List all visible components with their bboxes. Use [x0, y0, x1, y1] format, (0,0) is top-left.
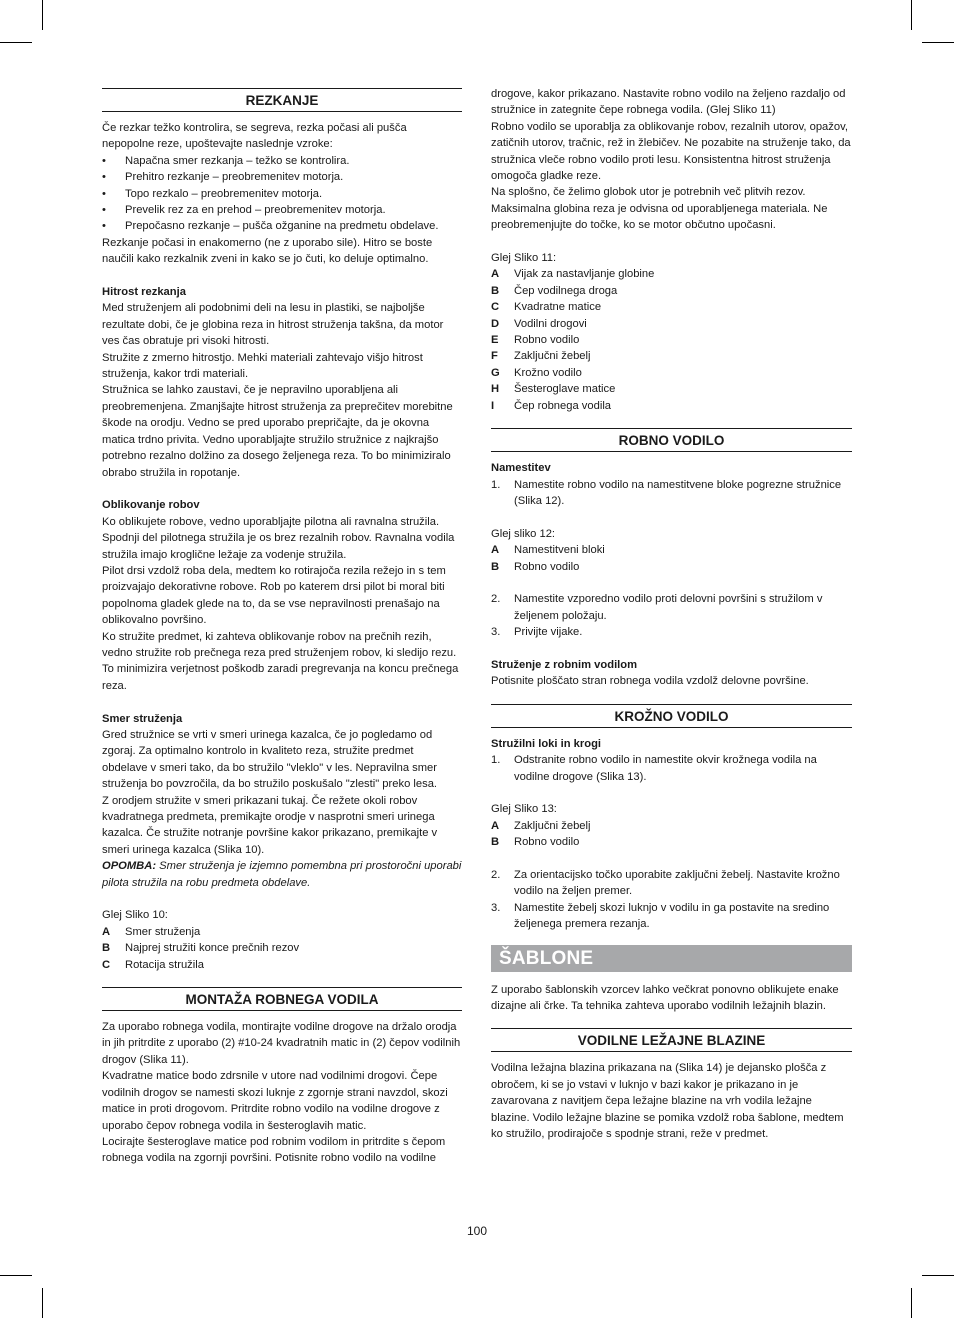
subheading-smer: Smer struženja — [102, 712, 183, 725]
crop-mark — [0, 42, 32, 43]
figure-reference: Glej Sliko 10: — [102, 909, 168, 922]
list-item: A Namestitveni bloki — [491, 544, 605, 557]
list-item: B Robno vodilo — [491, 560, 580, 573]
paragraph: Če rezkar težko kontrolira, se segreva, rezka počasi ali pušča nepopolne reze, upoštevajte naslednje vzroke: — [102, 122, 407, 151]
paragraph: Z orodjem stružite v smeri prikazani tukaj. Če režete okoli robov kvadratnega predmeta, premikajte orodje v nasprotni smeri urinega kazalca. Če stružite notranje površine kakor prikazano, premikajte v smeri urinega kazalca (Slika 10). — [102, 794, 438, 856]
paragraph: Za uporabo robnega vodila, montirajte vodilne drogove na držalo orodja in jih pritrdite z uporabo (2) #10-24 kvadratnih matic in (2) čepov vodilnih drogov (Slika 11). — [102, 1021, 461, 1066]
list-item: G Krožno vodilo — [491, 366, 582, 379]
paragraph: Vodilna ležajna blazina prikazana na (Slika 14) je dejansko plošča z obročem, ki se jo vstavi v luknjo v bazi kakor je prikazano in je zavarovana z navitjem čepa ležajne blazine na vrh vodila ležajne blazine. Vodilo ležajne blazine se pomika vzdolž roba šablone, medtem ko stružilo, prodirajoče s spodnje strani, reže v predmet. — [491, 1062, 844, 1141]
paragraph: Gred stružnice se vrti v smeri urinega kazalca, če jo pogledamo od zgoraj. Za optimalno kontrolo in kvaliteto reza, stružite predmet obdelave v smeri tako, da bo stružilo "vleklo" v les. Nepravilna smer struženja bo povzročila, da bo stružilo poskušalo "zlesti" preko lesa. — [102, 728, 438, 791]
paragraph: Stružite z zmerno hitrostjo. Mehki materiali zahtevajo višjo hitrost struženja, kakor trdi materiali. — [102, 351, 423, 381]
paragraph: drogove, kakor prikazano. Nastavite robno vodilo na željeno razdaljo od stružnice in zategnite čepe robnega vodila. (Glej Sliko 11) — [491, 88, 846, 117]
page-number: 100 — [466, 1224, 488, 1238]
figure-reference: Glej Sliko 11: — [491, 252, 557, 265]
note: OPOMBA: Smer struženja je izjemno pomembna pri prostoročni uporabi pilota stružila na robu predmeta obdelave. — [102, 860, 462, 889]
paragraph: Ko stružite predmet, ki zahteva oblikovanje robov na prečnih rezih, vedno stružite rob prečnega reza pred struženjem robov, ki sledijo rezu. To minimizira verjetnost poškodb zaradi pregrevanja na koncu prečnega reza. — [102, 630, 459, 692]
numbered-step: 2. Za orientacijsko točko uporabite zaključni žebelj. Nastavite krožno vodilo na željen premer. — [491, 868, 840, 898]
section-heading-rezkanje: REZKANJE — [102, 88, 462, 112]
paragraph: Stružnica se lahko zaustavi, če je nepravilno uporabljena ali preobremenjena. Zmanjšajte hitrost struženja za preprečitev morebitne škode na orodju. Vedno se pred uporabo prepričajte, da je okovna matica trdno privita. Vedno uporabljajte stružilo stružnice z najkrajšo potrebno rezalno dolžino za dosego željenega reza. To bo minimiziralo obrabo stružila in ropotanje. — [102, 384, 453, 479]
subheading-hitrost: Hitrost rezkanja — [102, 286, 186, 299]
list-item: A Zaključni žebelj — [491, 819, 591, 832]
numbered-step: 3. Namestite žebelj skozi luknjo v vodilu in ga postavite na sredino željenega premera rezanja. — [491, 901, 830, 931]
subheading-oblikovanje: Oblikovanje robov — [102, 499, 200, 512]
subheading-loki: Stružilni loki in krogi — [491, 737, 602, 750]
numbered-step: 1. Namestite robno vodilo na namestitvene bloke pogrezne stružnice (Slika 12). — [491, 478, 842, 507]
left-column — [102, 84, 462, 1167]
paragraph: Potisnite ploščato stran robnega vodila vzdolž delovne površine. — [491, 675, 809, 688]
note-label: OPOMBA: — [102, 860, 157, 873]
paragraph: Robno vodilo se uporablja za oblikovanje robov, rezalnih utorov, opažov, zatičnih utorov, tračnic, rež in žlebičev. Ne pozabite na struženje tako, da stružnica vleče robno vodilo proti lesu. Konsistentna hitrost struženja omogoča gladke reze. — [491, 120, 851, 183]
paragraph: Rezkanje počasi in enakomerno (ne z uporabo sile). Hitro se boste naučili kako rezkalnik zveni in kako se jo čuti, ko deluje optimalno. — [102, 236, 433, 266]
numbered-step: 3. Privijte vijake. — [491, 626, 583, 639]
list-item: E Robno vodilo — [491, 334, 580, 347]
bullet-item: • Prehitro rezkanje – preobremenitev motorja. — [102, 171, 344, 184]
list-item: A Smer struženja — [102, 925, 201, 938]
list-item: A Vijak za nastavljanje globine — [491, 268, 655, 281]
crop-mark — [911, 0, 912, 30]
paragraph: Ko oblikujete robove, vedno uporabljajte pilotna ali ravnalna stružila. Spodnji del pilotnega stružila je os brez rezalnih robov. Ravnalna vodila stružila imajo kroglične ležaje za vodenje stružila. — [102, 515, 455, 561]
figure-reference: Glej Sliko 13: — [491, 803, 557, 816]
list-item: C Kvadratne matice — [491, 301, 602, 314]
paragraph: Na splošno, če želimo globok utor je potrebnih več plitvih rezov. Maksimalna globina reza je odvisna od uporabljenega materiala. Ne preobremenjujte do točke, ko se motor občutno upočasni. — [491, 186, 828, 232]
paragraph: Locirajte šesteroglave matice pod robnim vodilom in pritrdite s čepom robnega vodila na zgornji površini. Potisnite robno vodilo na vodilne — [102, 1135, 446, 1165]
numbered-step: 2. Namestite vzporedno vodilo proti delovni površini s stružilom v željenem položaju. — [491, 593, 823, 622]
section-heading-vodilne-blazine: VODILNE LEŽAJNE BLAZINE — [491, 1028, 852, 1052]
subheading-namestitev: Namestitev — [491, 462, 551, 475]
subheading-struzenje: Struženje z robnim vodilom — [491, 658, 638, 671]
list-item: B Čep vodilnega droga — [491, 284, 618, 297]
section-banner-sablone: ŠABLONE — [491, 945, 852, 972]
list-item: C Rotacija stružila — [102, 958, 204, 971]
crop-mark — [922, 1275, 954, 1276]
crop-mark — [42, 1288, 43, 1318]
list-item: B Najprej stružiti konce prečnih rezov — [102, 942, 300, 955]
list-item: I Čep robnega vodila — [491, 399, 612, 412]
bullet-item: • Napačna smer rezkanja – težko se kontrolira. — [102, 154, 350, 167]
section-heading-robno-vodilo: ROBNO VODILO — [491, 428, 852, 452]
figure-reference: Glej sliko 12: — [491, 527, 556, 540]
bullet-item: • Prevelik rez za en prehod – preobremenitev motorja. — [102, 204, 386, 217]
list-item: H Šesteroglave matice — [491, 383, 616, 396]
numbered-step: 1. Odstranite robno vodilo in namestite okvir krožnega vodila na vodilne drogove (Slika 13). — [491, 754, 817, 783]
paragraph: Kvadratne matice bodo zdrsnile v utore nad vodilnimi drogovi. Čepe vodilnih drogov se namesti skozi luknje z zgornje strani navzdol, skozi matice in proti drogovom. Pritrdite robno vodilo na vodilne drogove z uporabo čepov robnega vodila in šesteroglavih matic. — [102, 1070, 448, 1132]
paragraph: Z uporabo šablonskih vzorcev lahko večkrat ponovno oblikujete enake dizajne ali črke. Ta tehnika zahteva uporabo vodilnih ležajnih blazin. — [491, 983, 839, 1012]
section-heading-krozno-vodilo: KROŽNO VODILO — [491, 704, 852, 728]
bullet-item: • Prepočasno rezkanje – pušča ožganine na predmetu obdelave. — [102, 220, 439, 233]
section-heading-montaza: MONTAŽA ROBNEGA VODILA — [102, 987, 462, 1011]
right-column — [491, 86, 852, 1142]
paragraph: Med struženjem ali podobnimi deli na lesu in plastiki, se najboljše rezultate dobi, če je globina reza in hitrost struženja takšna, da motor ves čas obratuje pri visoki hitrosti. — [102, 302, 444, 348]
crop-mark — [922, 42, 954, 43]
crop-mark — [911, 1288, 912, 1318]
list-item: F Zaključni žebelj — [491, 350, 591, 363]
bullet-item: • Topo rezkalo – preobremenitev motorja. — [102, 187, 323, 200]
list-item: D Vodilni drogovi — [491, 317, 587, 330]
crop-mark — [0, 1275, 32, 1276]
paragraph: Pilot drsi vzdolž roba dela, medtem ko rotirajoča rezila režejo in s tem proizvajajo dekorativne robove. Rob po katerem drsi pilot bi moral biti popolnoma gladek glede na to, da se vse nepravilnosti prenašajo na oblikovalno površino. — [102, 564, 446, 627]
crop-mark — [42, 0, 43, 30]
list-item: B Robno vodilo — [491, 836, 580, 849]
